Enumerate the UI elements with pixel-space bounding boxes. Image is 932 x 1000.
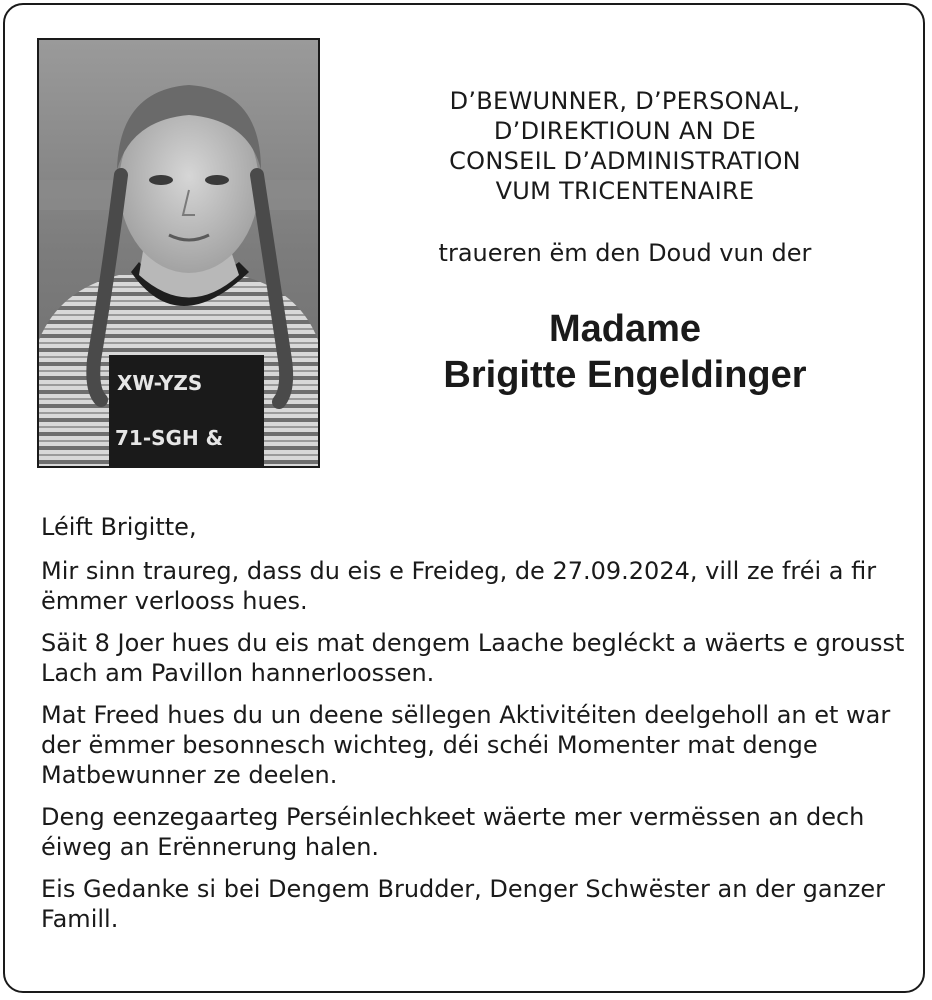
- message-paragraph: Säit 8 Joer hues du eis mat dengem Laache begléckt a wäerts e grousst Lach am Pavillon hannerloossen.: [41, 629, 905, 687]
- salutation: Léift Brigitte,: [41, 513, 197, 541]
- deceased-title: Madame: [548, 308, 702, 350]
- deceased-full-name: Brigitte Engeldinger: [443, 354, 807, 396]
- organization-block: [330, 86, 920, 206]
- organization-line: CONSEIL D’ADMINISTRATION: [449, 147, 801, 175]
- message-paragraph: Deng eenzegaarteg Perséinlechkeet wäerte mer vermëssen an dech éiweg an Erënnerung halen.: [41, 803, 865, 861]
- message-paragraph: Eis Gedanke si bei Dengem Brudder, Denger Schwëster an der ganzer Famill.: [41, 875, 885, 933]
- portrait-photo: [37, 38, 320, 468]
- organization-line: VUM TRICENTENAIRE: [495, 177, 755, 205]
- message-paragraph: Mir sinn traureg, dass du eis e Freideg, de 27.09.2024, vill ze fréi a fir ëmmer verlooss hues.: [41, 557, 877, 615]
- organization-line: D’DIREKTIOUN AN DE: [493, 117, 757, 145]
- intro-text: traueren ëm den Doud vun der: [438, 239, 812, 267]
- message-paragraph: Mat Freed hues du un deene sëllegen Aktivitéiten deelgeholl an et war der ëmmer besonnesch wichteg, déi schéi Momenter mat denge Matbewunner ze deelen.: [41, 701, 891, 789]
- notice-header: [330, 86, 920, 398]
- shirt-print-line2: 71-SGH &: [115, 426, 224, 450]
- shirt-print-line1: XW-YZS: [117, 371, 203, 395]
- deceased-name: [330, 306, 920, 398]
- message-body: [41, 512, 911, 946]
- organization-line: D’BEWUNNER, D’PERSONAL,: [449, 87, 801, 115]
